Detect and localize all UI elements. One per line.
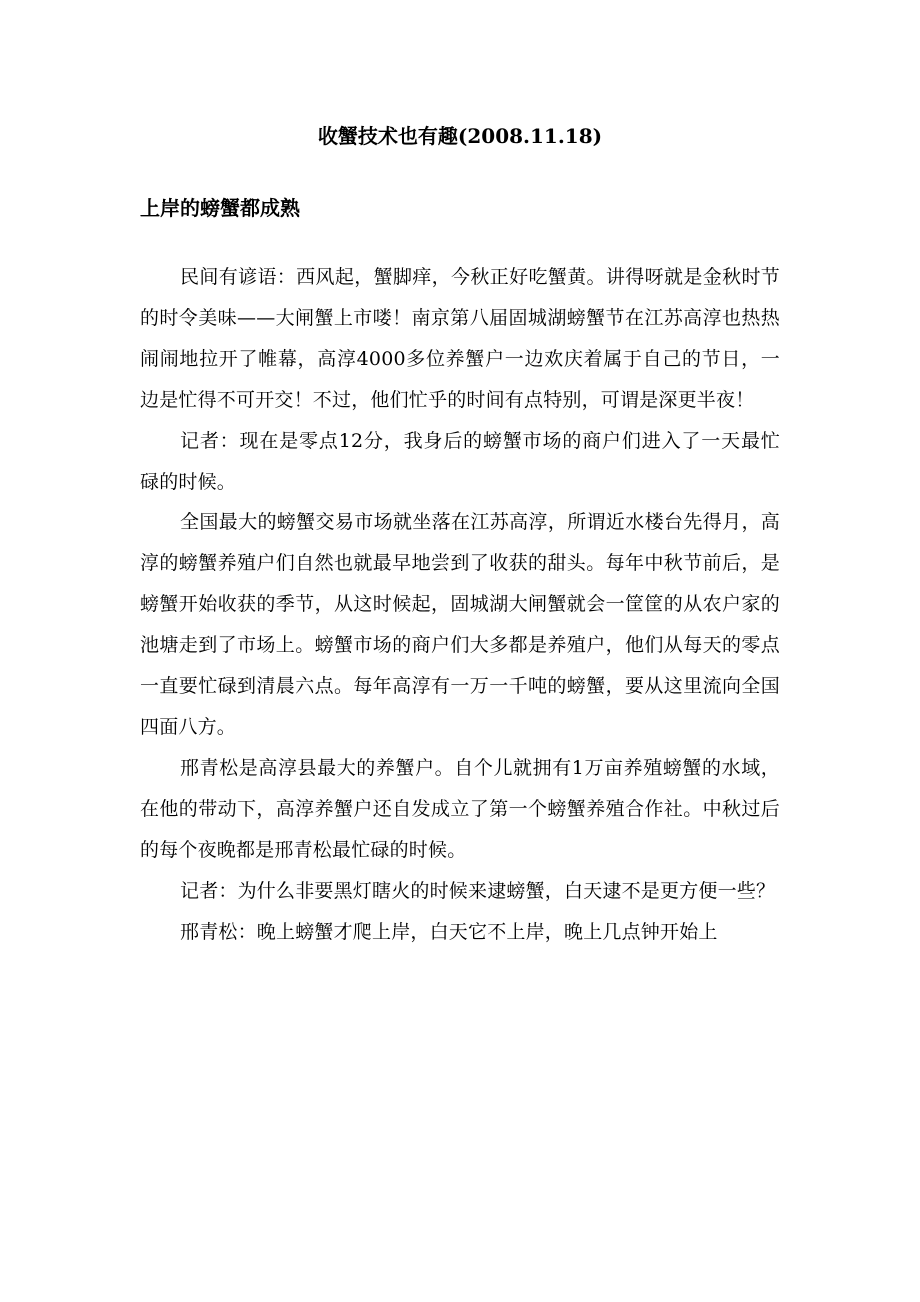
paragraph: 民间有谚语：西风起，蟹脚痒，今秋正好吃蟹黄。讲得呀就是金秋时节的时令美味——大闸蟹上市喽！南京第八届固城湖螃蟹节在江苏高淳也热热闹闹地拉开了帷幕，高淳4000多位养蟹户一边欢庆着属于自己的节日，一边是忙得不可开交！不过，他们忙乎的时间有点特别，可谓是深更半夜！ — [140, 266, 780, 411]
paragraph: 邢青松是高淳县最大的养蟹户。自个儿就拥有1万亩养殖螃蟹的水域，在他的带动下，高淳养蟹户还自发成立了第一个螃蟹养殖合作社。中秋过后的每个夜晚都是邢青松最忙碌的时候。 — [140, 756, 780, 861]
paragraph: 记者：为什么非要黑灯瞎火的时候来逮螃蟹，白天逮不是更方便一些？ — [180, 879, 776, 902]
section-heading: 上岸的螃蟹都成熟 — [140, 196, 300, 220]
article-body — [140, 257, 780, 952]
paragraph: 邢青松：晚上螃蟹才爬上岸，白天它不上岸，晚上几点钟开始上 — [180, 920, 718, 943]
document-title: 收蟹技术也有趣(2008.11.18) — [317, 124, 603, 148]
paragraph: 记者：现在是零点12分，我身后的螃蟹市场的商户们进入了一天最忙碌的时候。 — [140, 429, 780, 493]
paragraph: 全国最大的螃蟹交易市场就坐落在江苏高淳，所谓近水楼台先得月，高淳的螃蟹养殖户们自然也就最早地尝到了收获的甜头。每年中秋节前后，是螃蟹开始收获的季节，从这时候起，固城湖大闸蟹就会一筐筐的从农户家的池塘走到了市场上。螃蟹市场的商户们大多都是养殖户，他们从每天的零点一直要忙碌到清晨六点。每年高淳有一万一千吨的螃蟹，要从这里流向全国四面八方。 — [140, 511, 780, 738]
